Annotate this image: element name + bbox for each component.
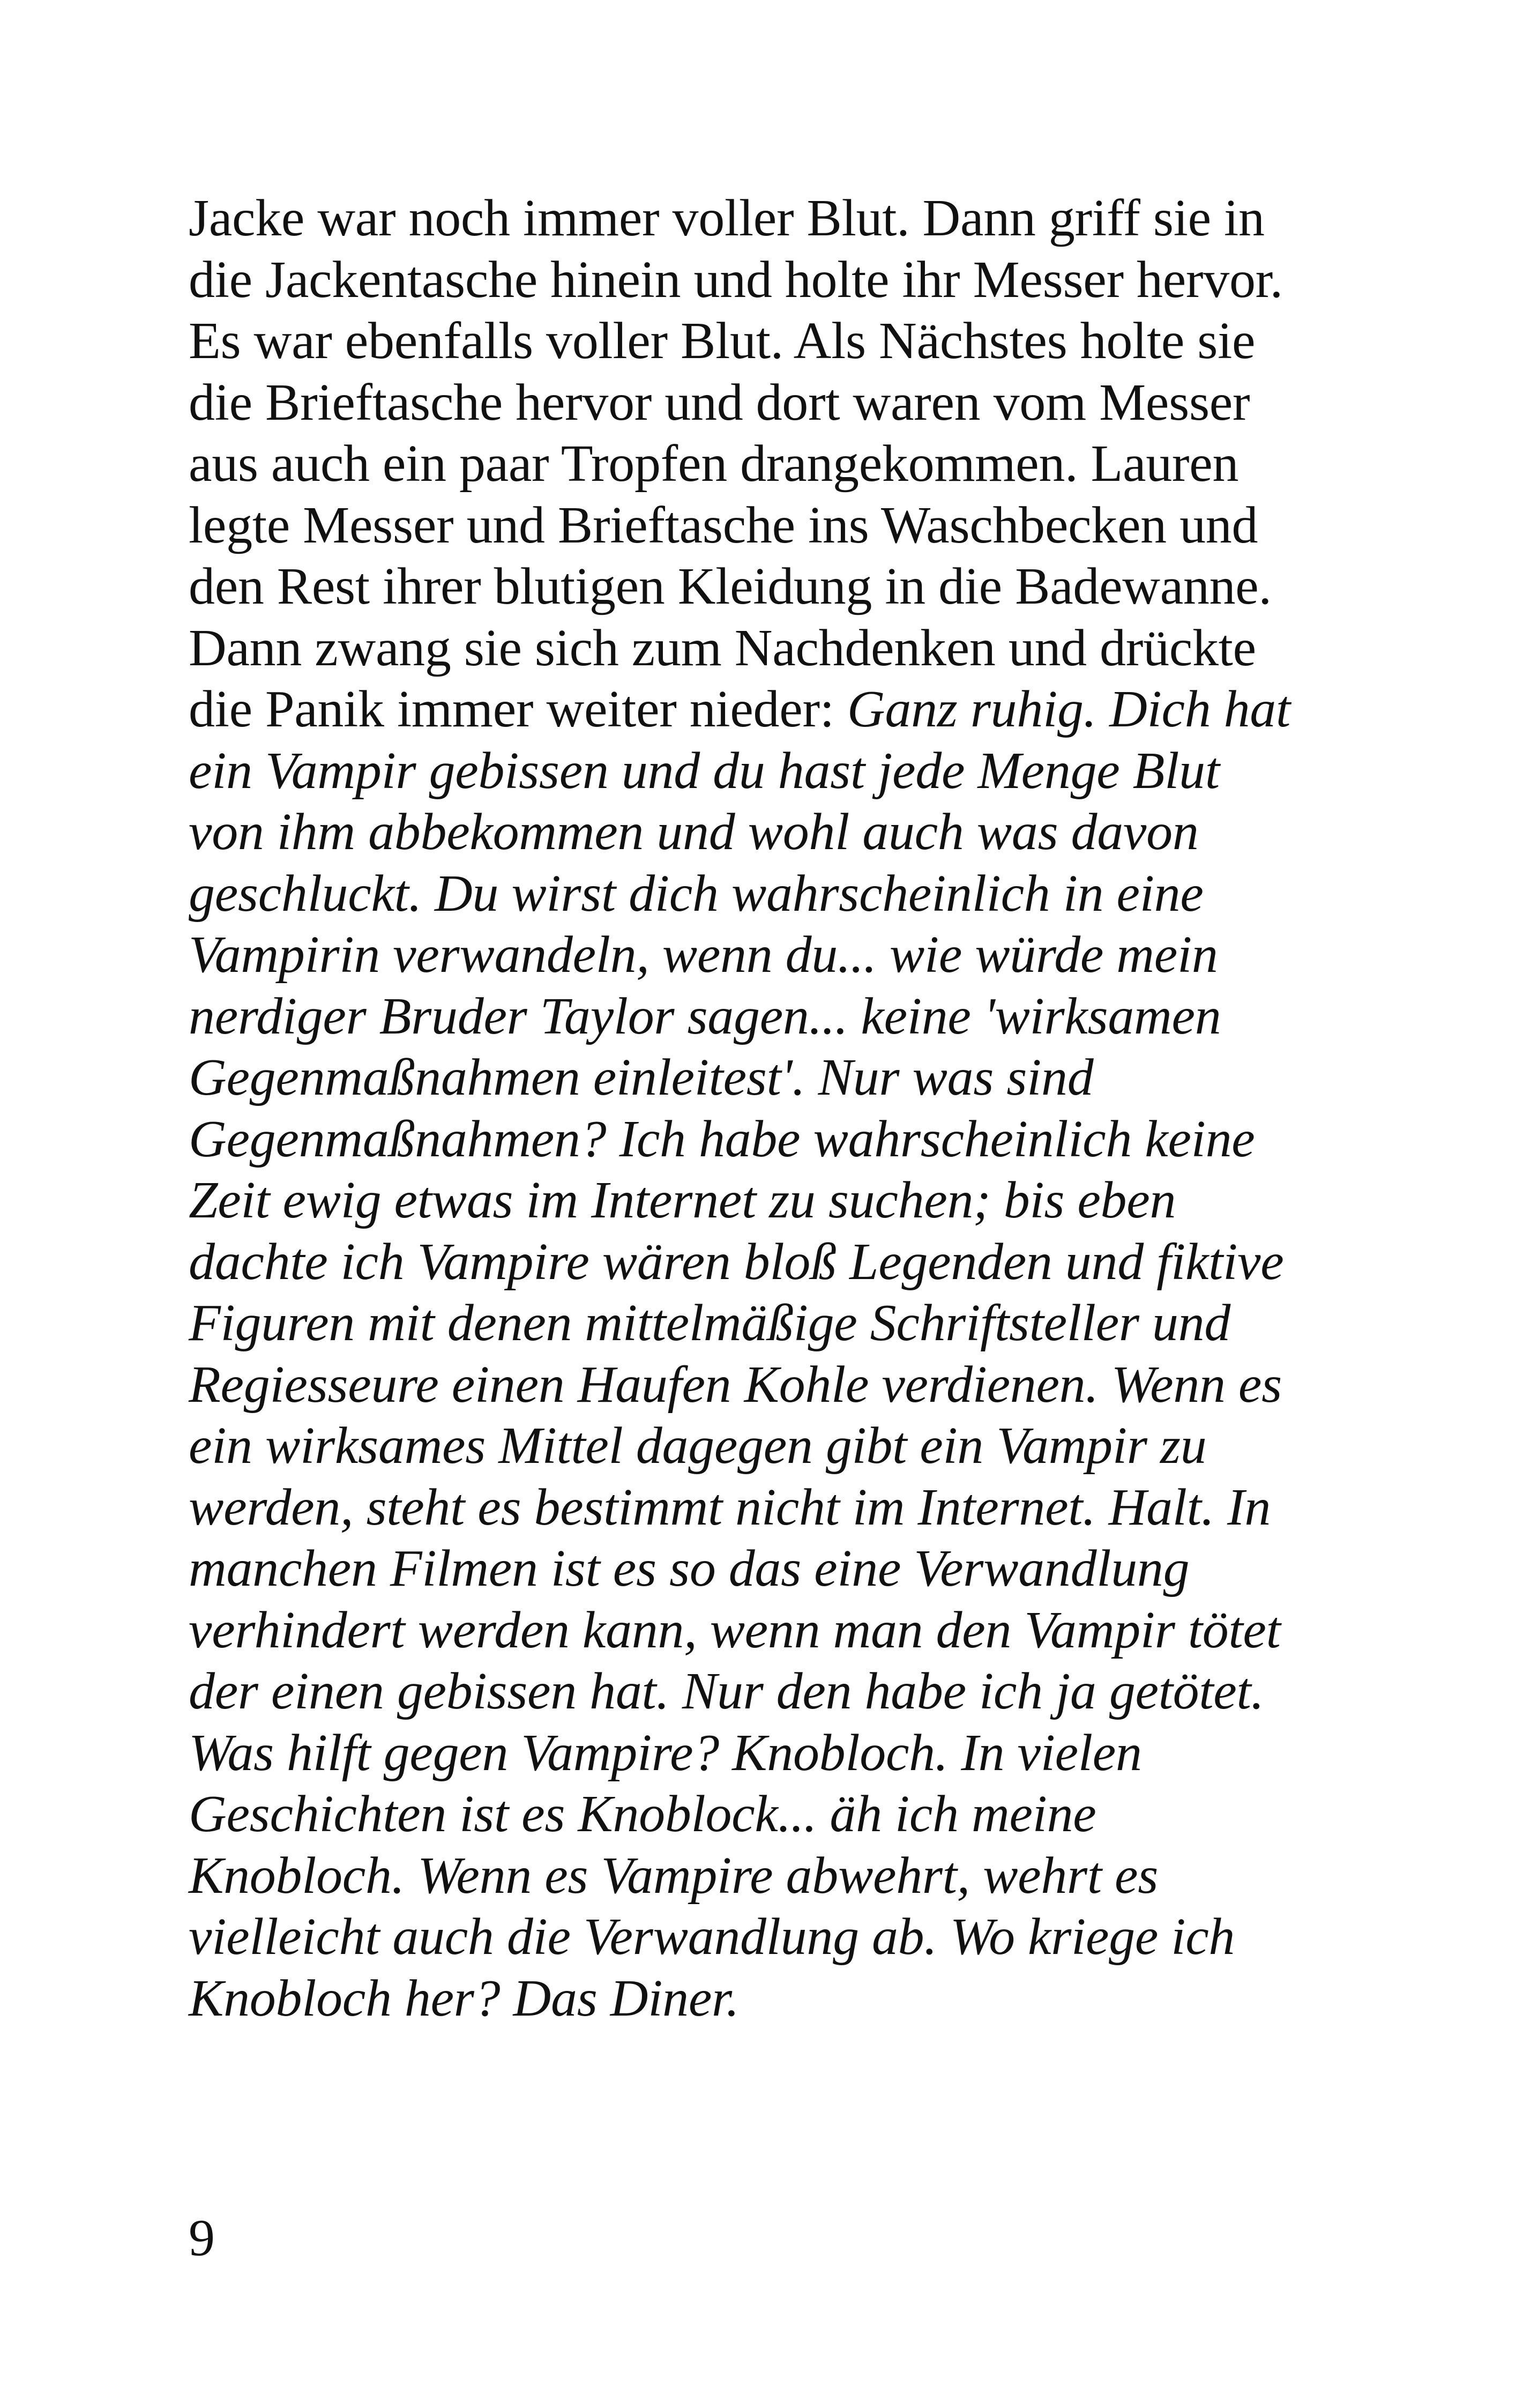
text-line	[189, 1845, 1368, 1907]
italic-text-segment: Ganz ruhig. Dich hat	[847, 680, 1290, 738]
text-line	[189, 433, 1368, 495]
italic-text-segment: Knobloch. Wenn es Vampire abwehrt, wehrt es	[189, 1846, 1159, 1905]
text-segment: die Panik immer weiter nieder:	[189, 680, 847, 738]
italic-text-segment: vielleicht auch die Verwandlung ab. Wo kriege ich	[189, 1908, 1235, 1966]
text-line	[189, 986, 1368, 1047]
text-segment: aus auch ein paar Tropfen drangekommen. Lauren	[189, 435, 1239, 493]
text-line	[189, 740, 1368, 802]
italic-text-segment: Was hilft gegen Vampire? Knobloch. In vielen	[189, 1723, 1142, 1782]
italic-text-segment: der einen gebissen hat. Nur den habe ich ja getötet.	[189, 1662, 1264, 1720]
page-number: 9	[189, 2209, 215, 2267]
text-line	[189, 1354, 1368, 1416]
text-line	[189, 1538, 1368, 1600]
italic-text-segment: geschluckt. Du wirst dich wahrscheinlich in eine	[189, 864, 1204, 923]
text-segment: den Rest ihrer blutigen Kleidung in die Badewanne.	[189, 558, 1272, 615]
italic-text-segment: dachte ich Vampire wären bloß Legenden und fiktive	[189, 1232, 1284, 1291]
italic-text-segment: Vampirin verwandeln, wenn du... wie würde mein	[189, 926, 1218, 984]
italic-text-segment: Zeit ewig etwas im Internet zu suchen; bis eben	[189, 1171, 1176, 1229]
italic-text-segment: Regiesseure einen Haufen Kohle verdienen. Wenn es	[189, 1355, 1282, 1414]
text-segment: Es war ebenfalls voller Blut. Als Nächstes holte sie	[189, 312, 1256, 370]
italic-text-segment: manchen Filmen ist es so das eine Verwandlung	[189, 1540, 1190, 1597]
text-line	[189, 924, 1368, 986]
text-line	[189, 310, 1368, 372]
text-line	[189, 188, 1368, 249]
text-line	[189, 249, 1368, 311]
text-line	[189, 1109, 1368, 1170]
italic-text-segment: von ihm abbekommen und wohl auch was davon	[189, 803, 1199, 861]
italic-text-segment: Figuren mit denen mittelmäßige Schriftsteller und	[189, 1294, 1231, 1352]
italic-text-segment: werden, steht es bestimmt nicht im Internet. Halt. In	[189, 1478, 1271, 1536]
body-text	[189, 188, 1368, 2029]
text-line	[189, 1968, 1368, 2030]
italic-text-segment: nerdiger Bruder Taylor sagen... keine 'wirksamen	[189, 987, 1221, 1045]
text-line	[189, 372, 1368, 434]
text-line	[189, 1783, 1368, 1845]
text-segment: die Brieftasche hervor und dort waren vom Messer	[189, 373, 1250, 432]
italic-text-segment: Geschichten ist es Knoblock... äh ich meine	[189, 1785, 1096, 1843]
text-line	[189, 1292, 1368, 1354]
text-line	[189, 863, 1368, 925]
italic-text-segment: Gegenmaßnahmen? Ich habe wahrscheinlich keine	[189, 1110, 1255, 1168]
text-line	[189, 1047, 1368, 1109]
text-line	[189, 801, 1368, 863]
text-line	[189, 1415, 1368, 1477]
text-segment: Jacke war noch immer voller Blut. Dann griff sie in	[189, 189, 1265, 247]
text-line	[189, 1722, 1368, 1784]
italic-text-segment: ein Vampir gebissen und du hast jede Menge Blut	[189, 741, 1220, 800]
italic-text-segment: Gegenmaßnahmen einleitest'. Nur was sind	[189, 1049, 1094, 1106]
text-line	[189, 1600, 1368, 1661]
text-line	[189, 1661, 1368, 1722]
text-line	[189, 618, 1368, 679]
italic-text-segment: Knobloch her? Das Diner.	[189, 1969, 740, 2027]
text-segment: legte Messer und Brieftasche ins Waschbecken und	[189, 496, 1258, 554]
text-line	[189, 1170, 1368, 1231]
text-line	[189, 495, 1368, 556]
text-line	[189, 1906, 1368, 1968]
text-line	[189, 679, 1368, 740]
text-segment: Dann zwang sie sich zum Nachdenken und drückte	[189, 619, 1256, 677]
italic-text-segment: verhindert werden kann, wenn man den Vampir tötet	[189, 1601, 1281, 1659]
italic-text-segment: ein wirksames Mittel dagegen gibt ein Vampir zu	[189, 1417, 1207, 1475]
text-line	[189, 556, 1368, 618]
text-segment: die Jackentasche hinein und holte ihr Messer hervor.	[189, 250, 1283, 309]
text-line	[189, 1231, 1368, 1293]
text-line	[189, 1477, 1368, 1539]
